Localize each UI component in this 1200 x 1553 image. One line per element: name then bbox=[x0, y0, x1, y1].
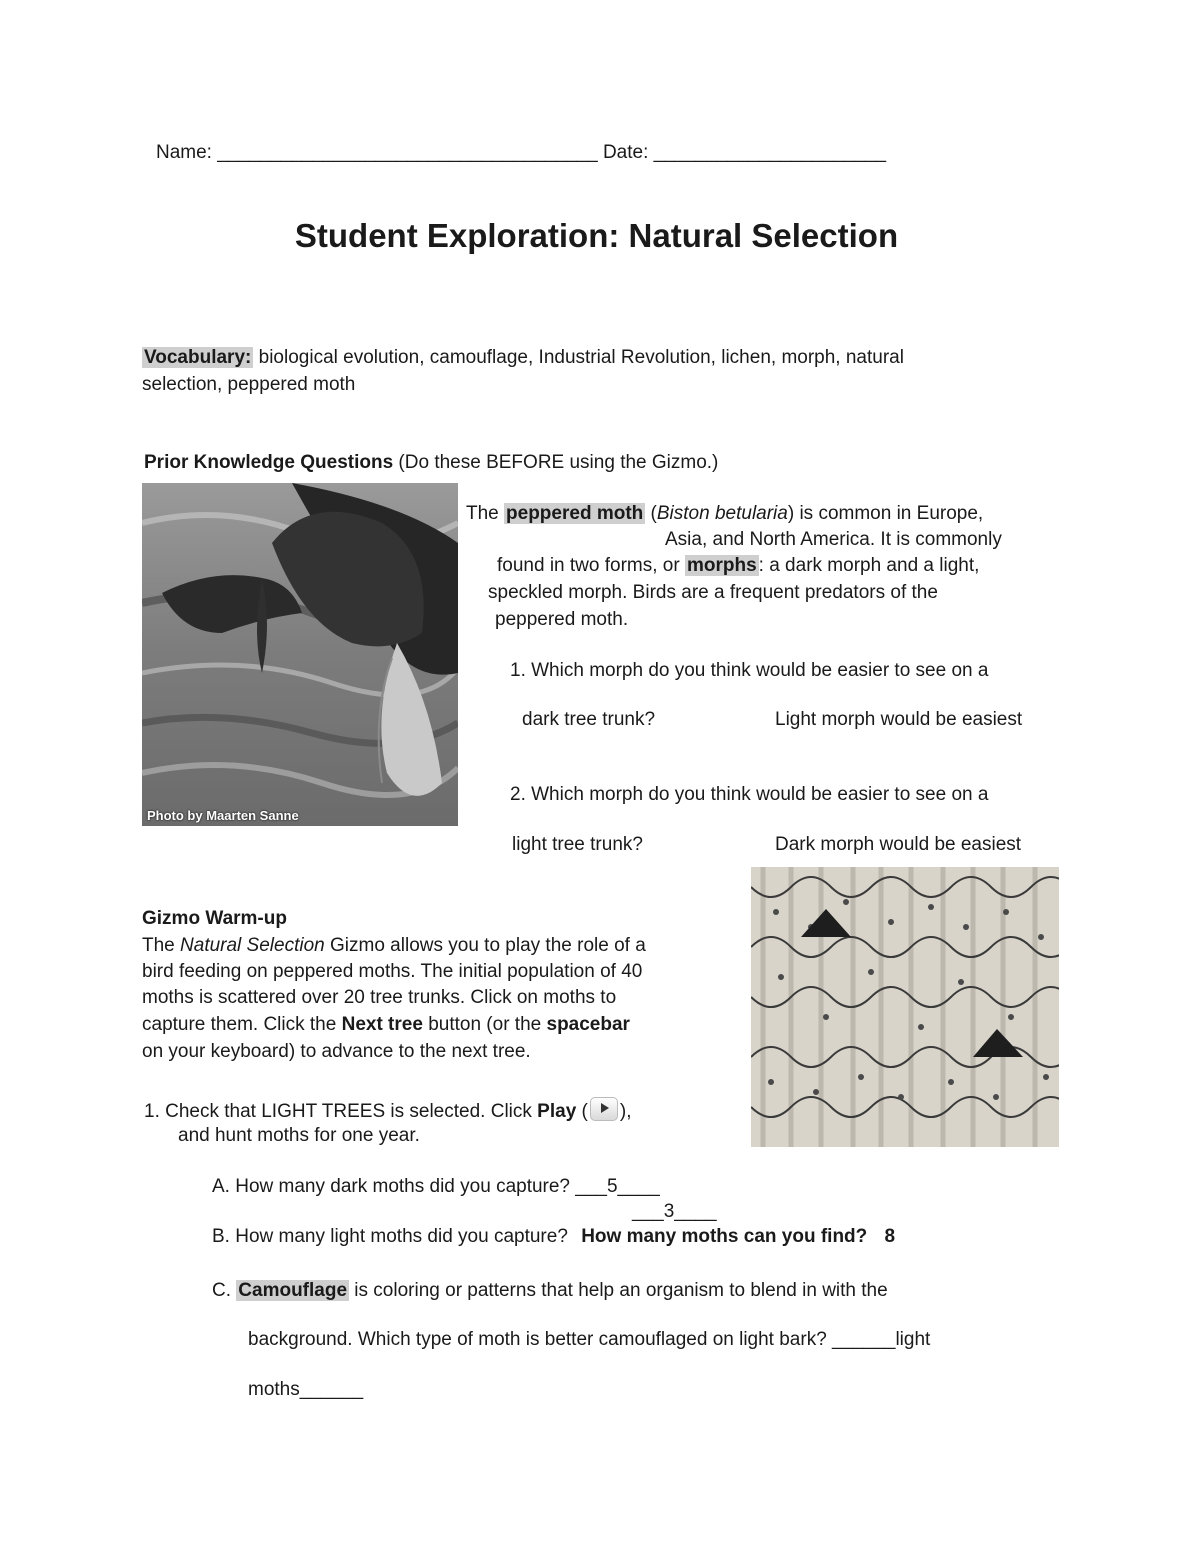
vocabulary-terms-1: biological evolution, camouflage, Industrial Revolution, lichen, morph, natural bbox=[253, 347, 904, 368]
intro-text: : a dark morph and a light, bbox=[758, 555, 980, 576]
play-term: Play bbox=[537, 1101, 577, 1122]
vocabulary-line-2: selection, peppered moth bbox=[142, 374, 356, 395]
intro-text: The bbox=[466, 503, 505, 524]
page-title: Student Exploration: Natural Selection bbox=[294, 217, 899, 254]
question-1-line-2: dark tree trunk? bbox=[522, 709, 656, 730]
peppered-moth-photo bbox=[142, 483, 458, 826]
question-c-text: is coloring or patterns that help an organism to blend in with the bbox=[349, 1280, 888, 1301]
date-blank[interactable]: ______________________ bbox=[653, 142, 887, 163]
warmup-line-5: on your keyboard) to advance to the next tree. bbox=[142, 1041, 531, 1062]
warmup-line-2: bird feeding on peppered moths. The initial population of 40 bbox=[142, 961, 643, 982]
warmup-text: capture them. Click the bbox=[142, 1014, 342, 1035]
warmup-line-3: moths is scattered over 20 tree trunks. Click on moths to bbox=[142, 987, 617, 1008]
question-2: 2. Which morph do you think would be easier to see on a bbox=[510, 784, 989, 805]
term-peppered-moth: peppered moth bbox=[506, 503, 644, 524]
question-1-answer[interactable]: Light morph would be easiest bbox=[775, 709, 1023, 730]
question-2-line-2: light tree trunk? bbox=[512, 834, 643, 855]
vocabulary-label: Vocabulary: bbox=[144, 347, 252, 368]
step-1 bbox=[144, 1097, 631, 1125]
intro-line-2: Asia, and North America. It is commonly bbox=[665, 529, 1002, 550]
lichen-bark-image bbox=[751, 867, 1059, 1147]
moth-bark-image bbox=[142, 483, 458, 826]
warmup-line-4 bbox=[142, 1012, 630, 1038]
step-1-line-2: and hunt moths for one year. bbox=[178, 1125, 420, 1146]
warmup-text: Gizmo allows you to play the role of a bbox=[324, 935, 646, 956]
prior-heading-note: (Do these BEFORE using the Gizmo.) bbox=[393, 452, 719, 473]
warmup-text: The bbox=[142, 935, 181, 956]
prior-knowledge-heading bbox=[144, 450, 718, 476]
question-1: 1. Which morph do you think would be easier to see on a bbox=[510, 660, 989, 681]
spacebar-term: spacebar bbox=[546, 1014, 630, 1035]
question-c-text: C. bbox=[212, 1280, 237, 1301]
intro-line-4: speckled morph. Birds are a frequent predators of the bbox=[488, 582, 938, 603]
photo-credit: Photo by Maarten Sanne bbox=[147, 808, 299, 823]
vocabulary-line-1 bbox=[142, 345, 904, 371]
name-label: Name: bbox=[156, 142, 212, 163]
gizmo-tree-image bbox=[751, 867, 1059, 1147]
warmup-text: button (or the bbox=[422, 1014, 547, 1035]
intro-text: ( bbox=[645, 503, 657, 524]
warmup-line-1 bbox=[142, 933, 646, 959]
question-a-text: A. How many dark moths did you capture? bbox=[212, 1176, 571, 1197]
question-c bbox=[212, 1278, 888, 1304]
question-a-answer[interactable]: ___5____ bbox=[570, 1176, 660, 1197]
question-c-line-3[interactable]: moths______ bbox=[248, 1379, 364, 1400]
term-morphs: morphs bbox=[686, 555, 757, 576]
question-b bbox=[212, 1224, 895, 1250]
step-1-text: ( bbox=[576, 1101, 588, 1122]
header-line bbox=[156, 140, 886, 166]
date-label: Date: bbox=[602, 142, 649, 163]
warmup-heading: Gizmo Warm-up bbox=[142, 908, 287, 929]
intro-line-5: peppered moth. bbox=[495, 609, 629, 630]
question-b-answer[interactable]: ___3____ bbox=[632, 1201, 717, 1222]
moth-count-question: How many moths can you find? bbox=[581, 1226, 868, 1247]
gizmo-name: Natural Selection bbox=[180, 935, 325, 956]
play-icon bbox=[590, 1097, 618, 1121]
prior-heading-label: Prior Knowledge Questions bbox=[144, 452, 394, 473]
name-blank[interactable]: ____________________________________ bbox=[217, 142, 598, 163]
step-1-text: ), bbox=[619, 1101, 632, 1122]
intro-line-1 bbox=[466, 501, 983, 527]
question-b-text: B. How many light moths did you capture? bbox=[212, 1226, 568, 1247]
scientific-name: Biston betularia bbox=[656, 503, 788, 524]
intro-text: ) is common in Europe, bbox=[787, 503, 984, 524]
moth-count-answer[interactable]: 8 bbox=[884, 1226, 896, 1247]
intro-text: found in two forms, or bbox=[497, 555, 685, 576]
question-2-answer[interactable]: Dark morph would be easiest bbox=[775, 834, 1022, 855]
question-c-line-2[interactable]: background. Which type of moth is better camouflaged on light bark? ______light bbox=[248, 1329, 931, 1350]
step-1-text: 1. Check that LIGHT TREES is selected. Click bbox=[144, 1101, 538, 1122]
next-tree-term: Next tree bbox=[341, 1014, 423, 1035]
question-a bbox=[212, 1174, 660, 1200]
term-camouflage: Camouflage bbox=[238, 1280, 348, 1301]
intro-line-3 bbox=[497, 553, 979, 579]
